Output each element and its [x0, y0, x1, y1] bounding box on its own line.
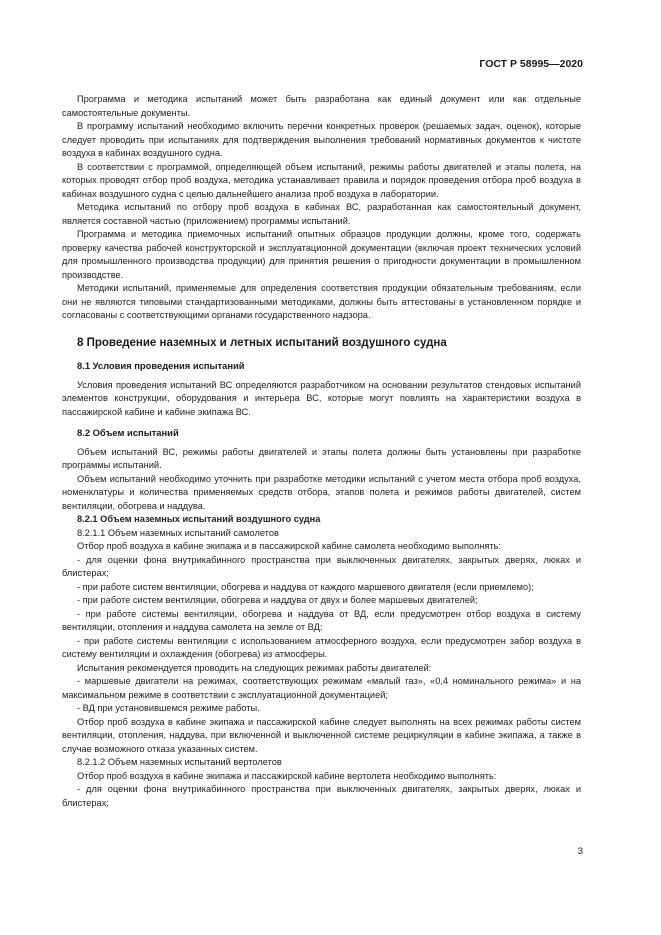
paragraph: Методика испытаний по отбору проб воздуха в кабинах ВС, разработанная как самостоятельный документ, является составной частью (приложением) программы испытаний. [62, 202, 581, 226]
clause-heading: 8.2.1.2 Объем наземных испытаний вертолетов [77, 757, 282, 767]
paragraph: Отбор проб воздуха в кабине экипажа и пассажирской кабине следует выполнять на всех режимах работы систем вентиляции, отопления, наддува, при включенной и выключенной системе рециркуляции в кабине экипажа, а также в случае возможного отказа указанных систем. [62, 716, 581, 754]
subsection-heading: 8.1 Условия проведения испытаний [77, 360, 245, 371]
paragraph: Объем испытаний ВС, режимы работы двигателей и этапы полета должны быть установлены при разработке программы испытаний. [62, 446, 581, 470]
paragraph: В программу испытаний необходимо включить перечни конкретных проверок (решаемых задач, оценок), которые следует проводить при испытаниях для подтверждения выполнения требований нормативных документов к чистоте воздуха в кабинах воздушного судна. [62, 121, 581, 158]
clause-heading: 8.2.1 Объем наземных испытаний воздушного судна [77, 514, 321, 524]
section-heading: 8 Проведение наземных и летных испытаний воздушного судна [77, 336, 447, 349]
paragraph: В соответствии с программой, определяющей объем испытаний, режимы работы двигателей и этапы полета, на которых проводят отбор проб воздуха, методика устанавливает правила и порядок проведения отбора проб воздуха в кабинах воздушного судна с целью дальнейшего анализа проб воздуха в лаборатории. [62, 161, 581, 199]
paragraph: Объем испытаний необходимо уточнить при разработке методики испытаний с учетом места отбора проб воздуха, номенклатуры и количества применяемых средств отбора, этапов полета и режимов работы двигателей, систем вентиляции, обогрева и наддува. [62, 473, 581, 511]
subsection-heading: 8.2 Объем испытаний [77, 427, 179, 438]
list-item: - маршевые двигатели на режимах, соответствующих режимам «малый газ», «0,4 номинального режима» и на максимальном режиме в соответствии с эксплуатационной документацией; [62, 676, 581, 700]
page-number: 3 [577, 846, 583, 857]
paragraph: Отбор проб воздуха в кабине экипажа и в пассажирской кабине самолета необходимо выполнять: [77, 541, 501, 551]
paragraph: Программа и методика испытаний может быть разработана как единый документ или как отдельные самостоятельные документы. [62, 94, 581, 118]
paragraph: Отбор проб воздуха в кабине экипажа и пассажирской кабине вертолета необходимо выполнять: [77, 770, 497, 781]
paragraph: Программа и методика приемочных испытаний опытных образцов продукции должны, кроме того, содержать проверку качества рабочей конструкторской и эксплуатационной документации (включая проект технических условий для промышленного производства продукции) для принятия решения о пригодности документации в промышленном производстве. [62, 229, 581, 280]
list-item: - для оценки фона внутрикабинного пространства при выключенных двигателях, закрытых дверях, люках и блистерах; [62, 554, 581, 578]
page-content [62, 93, 581, 810]
paragraph: Условия проведения испытаний ВС определяются разработчиком на основании результатов стендовых испытаний элементов конструкции, оборудования и интерьера ВС, которые могут повлиять на характеристики воздуха в пассажирской кабине и кабине экипажа ВС. [62, 379, 581, 417]
list-item: - ВД при установившемся режиме работы. [77, 703, 260, 713]
paragraph: Испытания рекомендуется проводить на следующих режимах работы двигателей: [77, 662, 432, 673]
list-item: - при работе системы вентиляции с использованием атмосферного воздуха, если предусмотрен забор воздуха в систему вентиляции и охлаждения (обогрева) из атмосферы. [62, 635, 581, 659]
paragraph: Методики испытаний, применяемые для определения соответствия продукции обязательным требованиям, если они не являются типовыми стандартизованными методиками, должны быть аттестованы в установленном порядке и согласованы с соответствующими органами государственного надзора. [62, 283, 581, 320]
clause-heading: 8.2.1.1 Объем наземных испытаний самолетов [77, 527, 279, 538]
list-item: - при работе систем вентиляции, обогрева и наддува от двух и более маршевых двигателей; [77, 595, 478, 605]
list-item: - при работе системы вентиляции, обогрева и наддува от ВД, если предусмотрен отбор воздуха в систему вентиляции, отопления и наддува самолета на земле от ВД; [62, 608, 581, 632]
document-id-header: ГОСТ Р 58995—2020 [479, 58, 583, 70]
list-item: - при работе систем вентиляции, обогрева и наддува от каждого маршевого двигателя (если приемлемо); [77, 581, 534, 592]
list-item: - для оценки фона внутрикабинного пространства при выключенных двигателях, закрытых дверях, люках и блистерах; [62, 784, 581, 808]
